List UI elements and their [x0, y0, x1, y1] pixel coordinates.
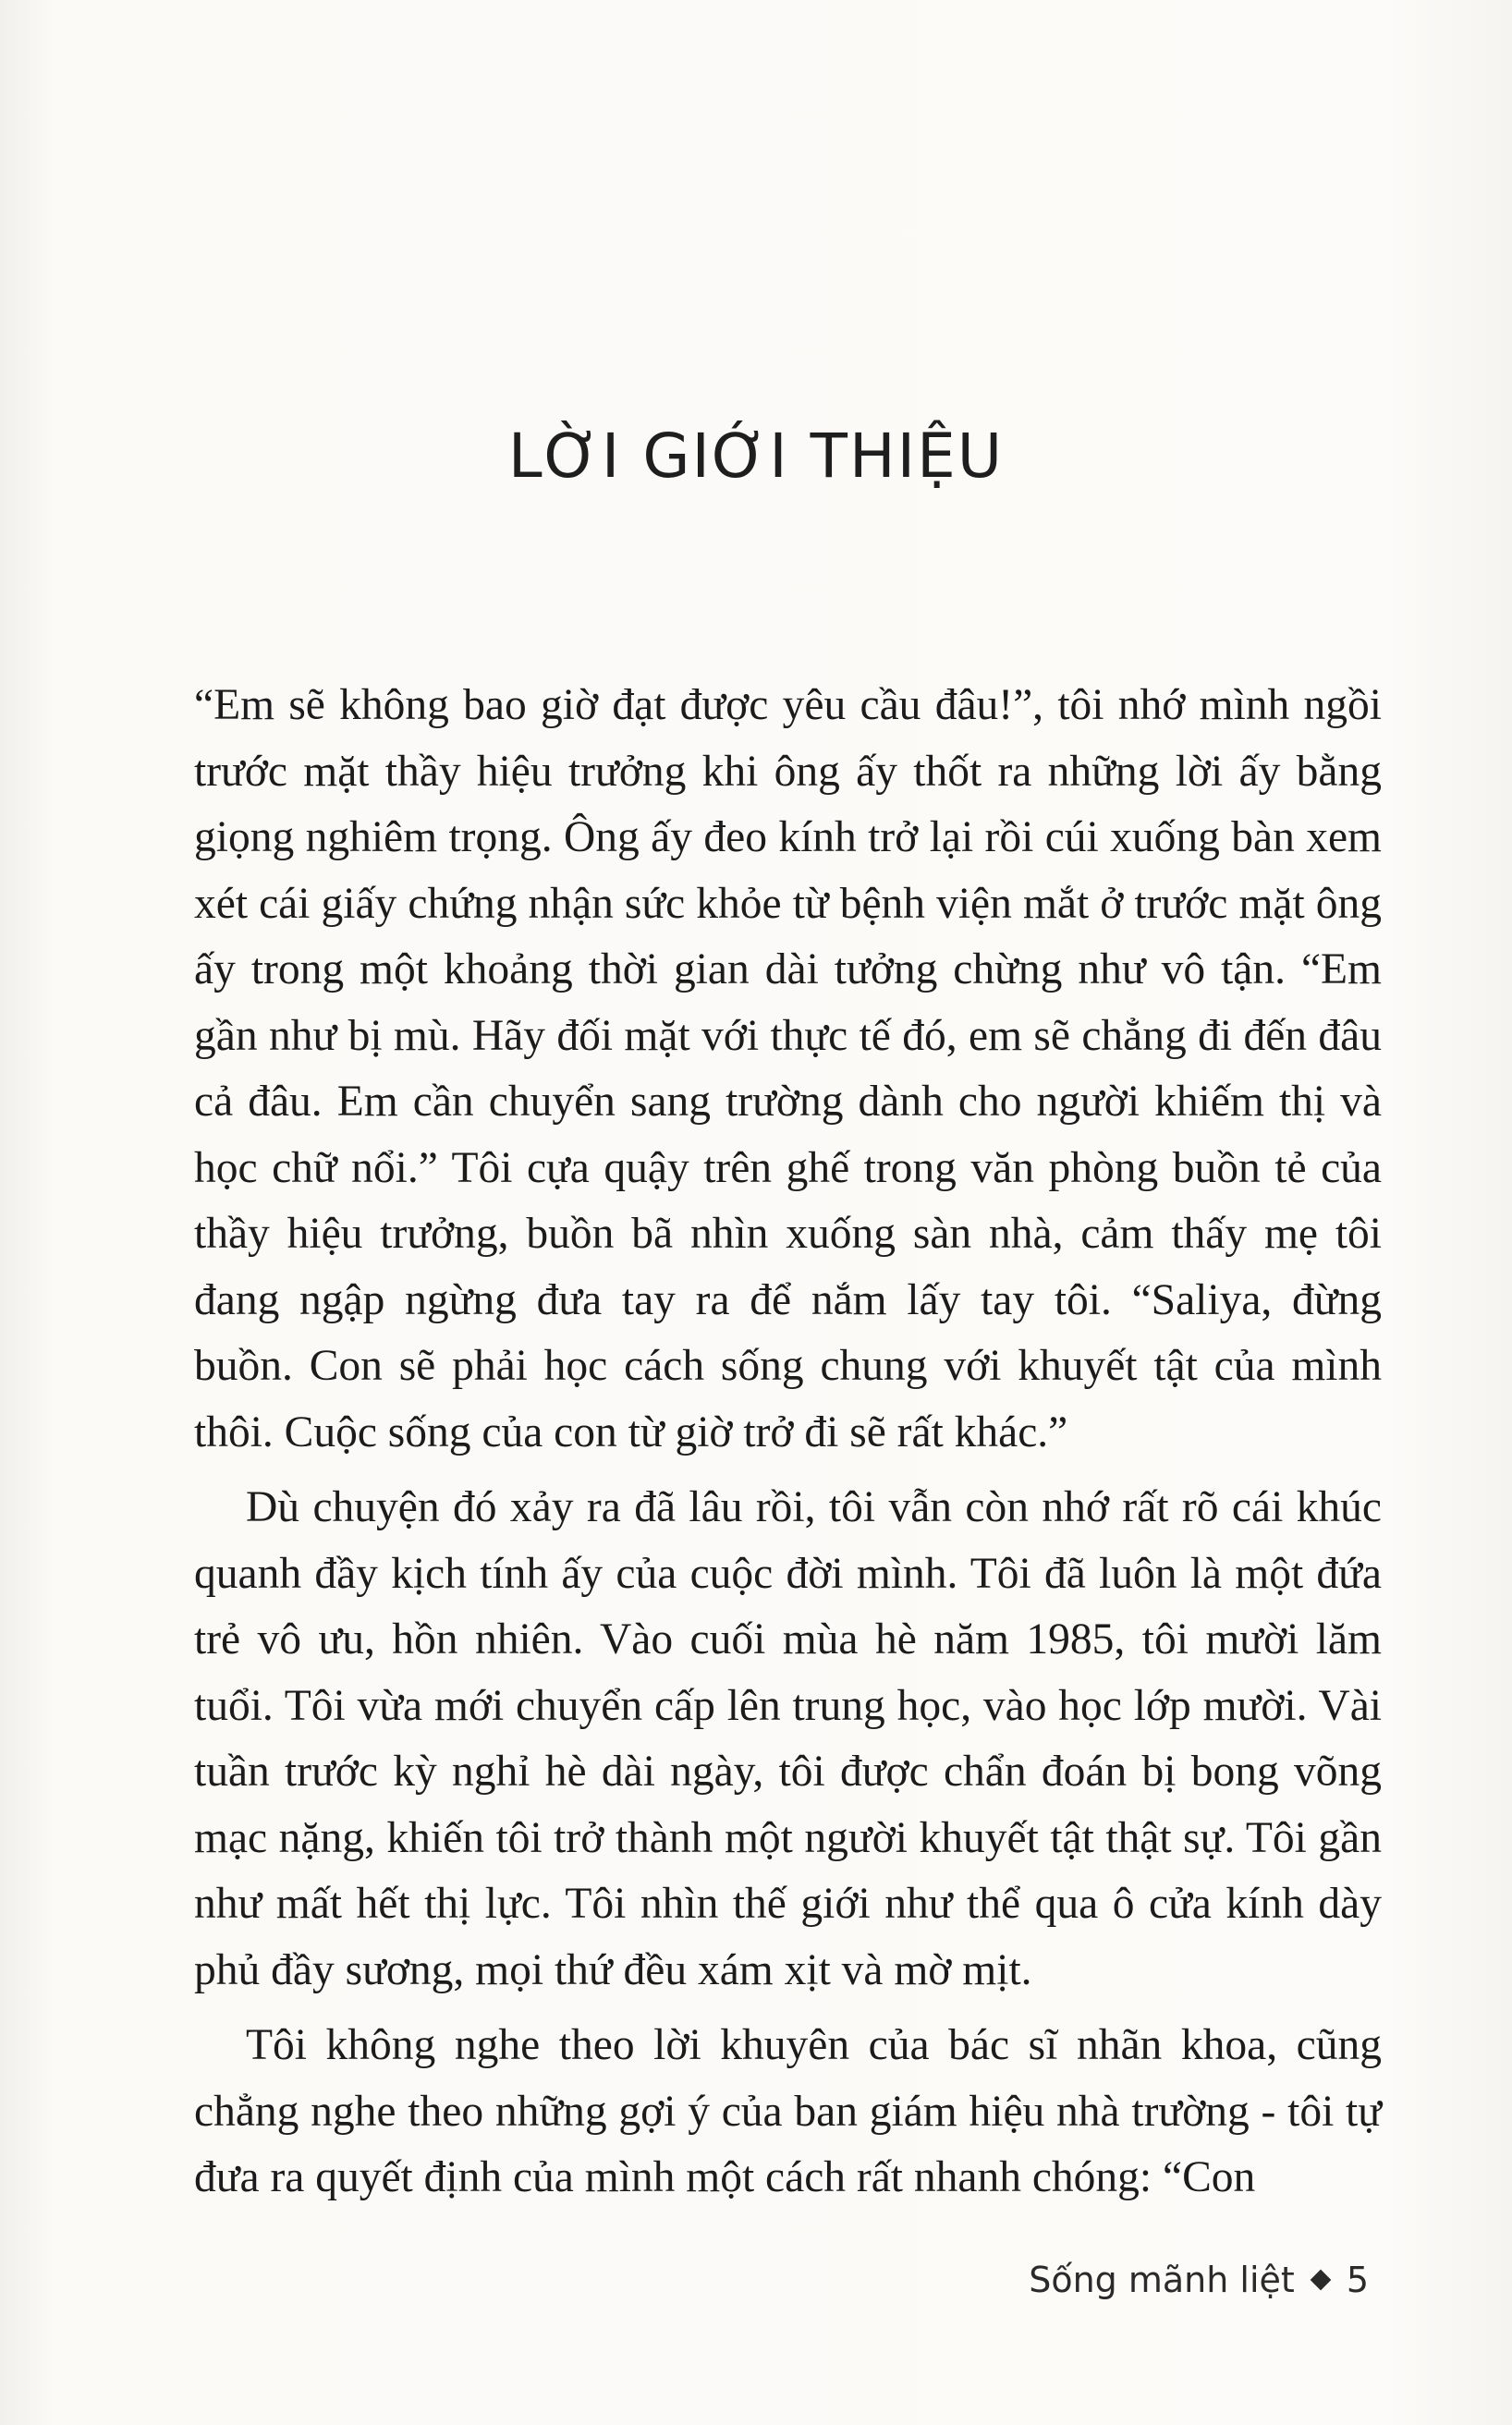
paragraph-2: Dù chuyện đó xảy ra đã lâu rồi, tôi vẫn còn nhớ rất rõ cái khúc quanh đầy kịch tính ấy của cuộc đời mình. Tôi đã luôn là một đứa trẻ vô ưu, hồn nhiên. Vào cuối mùa hè năm 1985, tôi mười lăm tuổi. Tôi vừa mới chuyển cấp lên trung học, vào học lớp mười. Vài tuần trước kỳ nghỉ hè dài ngày, tôi được chẩn đoán bị bong võng mạc nặng, khiến tôi trở thành một người khuyết tật thật sự. Tôi gần như mất hết thị lực. Tôi nhìn thế giới như thể qua ô cửa kính dày phủ đầy sương, mọi thứ đều xám xịt và mờ mịt. — [194, 1483, 1382, 1994]
diamond-icon — [1310, 2270, 1331, 2291]
bleed-through-texture — [157, 120, 1386, 675]
paragraph-3: Tôi không nghe theo lời khuyên của bác sĩ nhãn khoa, cũng chẳng nghe theo những gợi ý của ban giám hiệu nhà trường - tôi tự đưa ra quyết định của mình một cách rất nhanh chóng: “Con — [194, 2021, 1382, 2201]
body-text — [194, 673, 1382, 2221]
running-book-title: Sống mãnh liệt — [1029, 2260, 1295, 2300]
page-number: 5 — [1346, 2260, 1369, 2300]
chapter-title: LỜI GIỚI THIỆU — [507, 420, 1005, 492]
page-footer — [1029, 2260, 1369, 2300]
paragraph-1: “Em sẽ không bao giờ đạt được yêu cầu đâu!”, tôi nhớ mình ngồi trước mặt thầy hiệu trưởng khi ông ấy thốt ra những lời ấy bằng giọng nghiêm trọng. Ông ấy đeo kính trở lại rồi cúi xuống bàn xem xét cái giấy chứng nhận sức khỏe từ bệnh viện mắt ở trước mặt ông ấy trong một khoảng thời gian dài tưởng chừng như vô tận. “Em gần như bị mù. Hãy đối mặt với thực tế đó, em sẽ chẳng đi đến đâu cả đâu. Em cần chuyển sang trường dành cho người khiếm thị và học chữ nổi.” Tôi cựa quậy trên ghế trong văn phòng buồn tẻ của thầy hiệu trưởng, buồn bã nhìn xuống sàn nhà, cảm thấy mẹ tôi đang ngập ngừng đưa tay ra để nắm lấy tay tôi. “Saliya, đừng buồn. Con sẽ phải học cách sống chung với khuyết tật của mình thôi. Cuộc sống của con từ giờ trở đi sẽ rất khác.” — [194, 681, 1382, 1456]
